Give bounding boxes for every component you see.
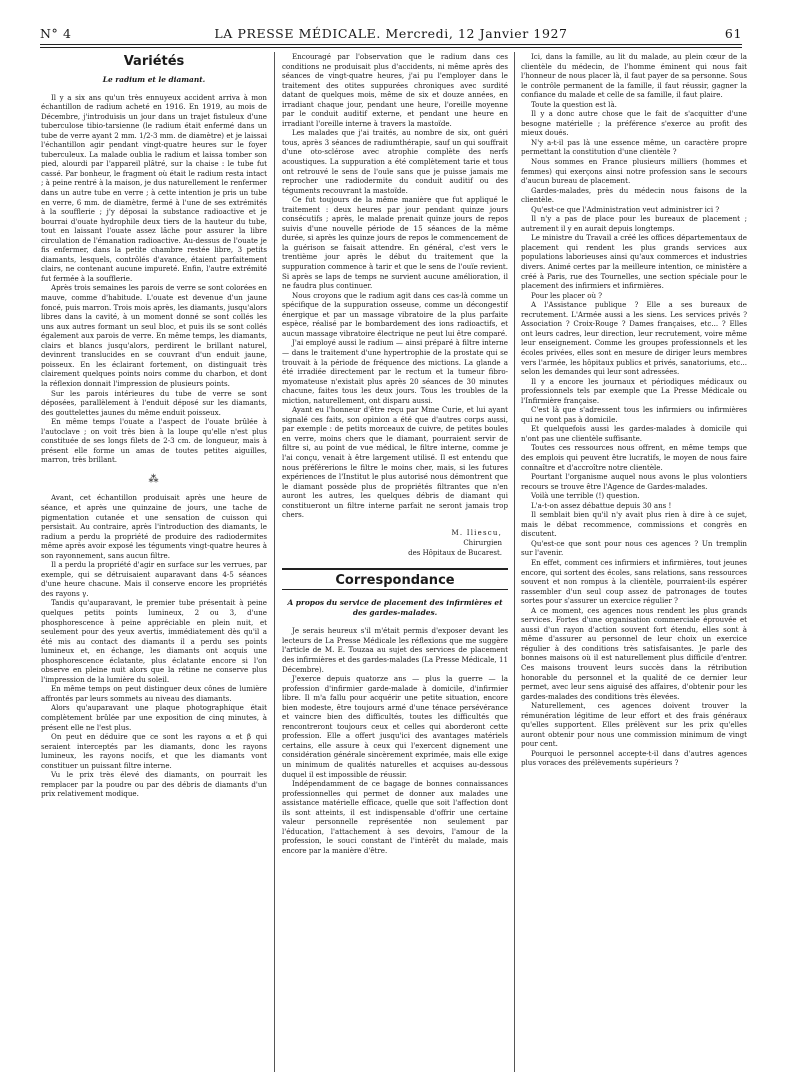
paragraph: N'y a-t-il pas là une essence même, un caractère propre permettant la constitution d'une clientèle ? — [521, 137, 747, 157]
section-title-varietes: Variétés — [123, 54, 185, 69]
section-break-stars: ⁂ — [148, 473, 160, 485]
column-divider — [274, 52, 275, 1072]
author-title: Chirurgien — [463, 538, 502, 547]
paragraph: Encouragé par l'observation que le radium dans ces conditions ne produisait plus d'accidents, ni même après des séances de vingt-quatre heures, j'ai pu l'employer dans le traitement des otites suppurées chroniques avec surdité datant de quelques mois, même de six et douze années, en irradiant chaque jour, pendant une heure, l'oreille moyenne par le conduit auditif externe, et pendant une heure en irradiant l'oreille interne à travers la mastoïde. — [282, 52, 508, 128]
issue-number: N° 4 — [40, 26, 72, 41]
paragraph: Ayant eu l'honneur d'être reçu par Mme Curie, et lui ayant signalé ces faits, son opinion a été que d'autres corps aussi, par exemple : de petits morceaux de cuivre, de petites boules en verre, moins chers que le diamant, pourraient servir de filtre si, au point de vue médical, le filtre interne, comme je l'ai conçu, venait à être largement utilisé. Il est entendu que nous préférerions le filtre le moins cher, mais, si les futures expériences de l'Institut le plus autorisé nous démontrent que le diamant possède plus de propriétés filtrantes que n'en auront les autres, les quelques débris de diamant qui constitueront un filtre interne parfait ne seront jamais trop chers. — [282, 405, 508, 520]
issue-date: Mercredi, 12 Janvier 1927 — [385, 26, 568, 41]
paragraph: Nous sommes en France plusieurs milliers (hommes et femmes) qui exerçons ainsi notre profession sans le secours d'aucun bureau de placement. — [521, 157, 747, 186]
author-name: M. Iliescu, — [451, 528, 502, 537]
correspondance-heading-box — [282, 568, 508, 591]
paragraph: Qu'est-ce que sont pour nous ces agences ? Un tremplin sur l'avenir. — [521, 538, 747, 558]
paragraph: Toute la question est là. — [531, 99, 617, 109]
paragraph: Il y a six ans qu'un très ennuyeux accident arriva à mon échantillon de radium acheté en 1916. En 1919, au mois de Décembre, j'introduisis un jour dans un trajet fistuleux d'une tuberculose tibio-tarsienne (le radium était enfermé dans un tube de verre ayant 2 mm. 1/2-3 mm. de diamètre) et je laissai l'échantillon agir pendant vingt-quatre heures sur le foyer tuberculeux. La malade oublia le radium et laissa tomber son pied, alourdi par l'appareil plâtré, sur la chaise : le tube fut cassé. Par bonheur, le fragment où était le radium resta intact ; à peine rentré à la maison, je dus naturellement le renfermer dans un autre tube en verre ; à cette intention je pris un tube en verre, 6 mm. de diamètre, fermé à l'une de ses extrémités à la soufflerie ; j'y déposai la substance radioactive et je bourrai d'ouate hydrophile deux tiers de la hauteur du tube, tout en laissant l'ouate assez lâche pour assurer la libre circulation de l'émanation radioactive. Au-dessus de l'ouate je fis enfermer, dans la petite chambre restée libre, 3 petits diamants, lesquels, contrôlés d'avance, étaient parfaitement clairs, ne contenant aucune impureté. Enfin, l'autre extrémité fut fermée à la soufflerie. — [41, 92, 267, 283]
paragraph: C'est là que s'adressent tous les infirmiers ou infirmières qui ne vont pas à domicile. — [521, 405, 747, 424]
paragraph: Ce fut toujours de la même manière que fut appliqué le traitement : deux heures par jour pendant quinze jours consécutifs ; après, le malade prenait quinze jours de repos suivis d'une nouvelle période de 15 séances de la même durée, si après les quinze jours de repos le commencement de la guérison se faisait attendre. En général, c'est vers le trentième jour après le début du traitement que la suppuration commence à tarir et que le sens de l'ouïe revient. Si après se laps de temps ne survient aucune amélioration, il ne faudra plus continuer. — [282, 195, 508, 291]
paragraph: En même temps on peut distinguer deux cônes de lumière affrontés par leurs sommets au niveau des diamants. — [41, 684, 267, 703]
article-subtitle: Le radium et le diamant. — [102, 74, 206, 84]
page-number: 61 — [724, 26, 742, 41]
paragraph: Et quelquefois aussi les gardes-malades à domicile qui n'ont pas une clientèle suffisante. — [521, 424, 747, 443]
paragraph: Vu le prix très élevé des diamants, on pourrait les remplacer par la poudre ou par des débris de diamants d'un prix relativement modique. — [41, 770, 267, 799]
paragraph: J'exerce depuis quatorze ans — plus la guerre — la profession d'infirmier garde-malade à domicile, d'infirmier libre. Il m'a fallu pour acquérir une petite situation, encore bien modeste, être toujours armé d'une ténace persévérance et vaincre bien des difficultés, toutes les difficultés que rencontreront toujours ceux et celles qui aborderont cette profession. Elle a offert jusqu'ici des avantages matériels certains, elle assure à ceux qui l'exercent dignement une considération générale sincèrement exprimée, mais elle exige un minimum de qualités naturelles et acquises au-dessous duquel il est impossible de réussir. — [282, 674, 508, 779]
column-3 — [521, 52, 747, 1072]
paragraph: Il n'y a pas de place pour les bureaux de placement ; autrement il y en aurait depuis longtemps. — [521, 214, 747, 233]
paragraph: Il a perdu la propriété d'agir en surface sur les verrues, par exemple, qui se détruisaient auparavant dans 4-5 séances d'une heure chacune. Mais il conserve encore les propriétés des rayons γ. — [41, 560, 267, 598]
column-2 — [282, 52, 508, 1072]
author-affiliation: des Hôpitaux de Bucarest. — [408, 548, 502, 557]
paragraph: Voilà une terrible (!) question. — [531, 491, 640, 501]
paragraph: Ici, dans la famille, au lit du malade, au plein cœur de la clientèle du médecin, de l'homme éminent qui nous fait l'honneur de nous placer là, il faut payer de sa personne. Sous le contrôle permanent de la famille, il faut réussir, gagner la confiance du malade et celle de sa famille, il faut plaire. — [521, 52, 747, 100]
paragraph: Pourquoi le personnel accepte-t-il dans d'autres agences plus voraces des prélèvements supérieurs ? — [521, 748, 747, 768]
running-title — [40, 26, 742, 41]
journal-name: LA PRESSE MÉDICALE. — [214, 26, 381, 41]
paragraph: A ce moment, ces agences nous rendent les plus grands services. Fortes d'une organisation commerciale éprouvée et aussi d'un rayon d'action souvent fort étendu, elles sont à même d'assurer au personnel de leur choix un exercice régulier à des conditions très satisfaisantes. Je parle des bonnes maisons où il est naturellement plus difficile d'entrer. Ces maisons trouvent leurs succès dans la rétribution honorable du personnel et la qualité de ce dernier leur permet, avec leur sens aiguisé des affaires, d'obtenir pour les gardes-malades des conditions très élevées. — [521, 605, 747, 701]
paragraph: L'a-t-on assez débattue depuis 30 ans ! — [531, 500, 672, 510]
column-divider — [514, 52, 515, 1072]
paragraph: On peut en déduire que ce sont les rayons α et β qui seraient interceptés par les diamants, donc les rayons lumineux, les rayons nocifs, et que les diamants vont constituer un puissant filtre interne. — [41, 732, 267, 770]
paragraph: A l'Assistance publique ? Elle a ses bureaux de recrutement. L'Armée aussi a les siens. Les services privés ? Association ? Croix-Rouge ? Dames françaises, etc... ? Elles ont leurs cadres, leur direction, leur recrutement, voire même leur enseignement. Comme les groupes professionnels et les écoles privées, elles sont en mesure de diriger leurs membres vers l'armée, les hôpitaux publics et privés, sanatoriums, etc... selon les demandes qui leur sont adressées. — [521, 300, 747, 377]
header-rule — [40, 44, 742, 45]
paragraph: Sur les parois intérieures du tube de verre se sont déposées, parallèlement à l'enduit déposé sur les diamants, des gouttelettes jaunes du même enduit poisseux. — [41, 388, 267, 417]
paragraph: Après trois semaines les parois de verre se sont colorées en mauve, comme d'habitude. L'ouate est devenue d'un jaune foncé, puis marron. Trois mois après, les diamants, jusqu'alors libres dans la cavité, à un moment donné se sont collés les uns aux autres formant un seul bloc, et puis ils se sont collés également aux parois de verre. En même temps, les diamants, clairs et blancs jusqu'alors, perdirent le brillant naturel, devinrent translucides en se couvrant d'un enduit jaune, poisseux. En les éclairant fortement, on distinguait très clairement quelques points noirs comme du charbon, et dont la réflexion donnait l'impression de plusieurs points. — [41, 283, 267, 388]
paragraph: Gardes-malades, près du médecin nous faisons de la clientèle. — [521, 185, 747, 205]
column-1 — [41, 52, 267, 1072]
paragraph: Indépendamment de ce bagage de bonnes connaissances professionnelles qui permet de donner aux malades une assistance matérielle efficace, quelle que soit l'affection dont ils sont atteints, il est indispensable d'offrir une certaine valeur personnelle représentée non seulement par l'éducation, l'attachement à ses devoirs, l'amour de la profession, le souci constant de l'intérêt du malade, mais encore par la manière d'être. — [282, 779, 508, 855]
paragraph: Le ministre du Travail a créé les offices départementaux de placement qui rendent les plus grands services aux populations laborieuses ainsi qu'aux commerces et industries divers. Animé certes par la meilleure intention, ce ministère a créé à Paris, rue des Tournelles, une section spéciale pour le placement des infirmiers et infirmières. — [521, 233, 747, 291]
paragraph: Naturellement, ces agences doivent trouver la rémunération légitime de leur effort et des frais généraux qu'elles supportent. Elles prélèvent sur les prix qu'elles auront obtenir pour nous une commission minimum de vingt pour cent. — [521, 701, 747, 749]
article-subtitle: A propos du service de placement des infirmières et des gardes-malades. — [287, 598, 503, 618]
paragraph: Qu'est-ce que l'Administration veut administrer ici ? — [531, 204, 720, 214]
paragraph: Toutes ces ressources nous offrent, en même temps que des emplois qui peuvent être lucratifs, le moyen de nous faire connaître et d'accroître notre clientèle. — [521, 443, 747, 472]
paragraph: J'ai employé aussi le radium — ainsi préparé à filtre interne — dans le traitement d'une hypertrophie de la prostate qui se trouvait à la période de fréquence des mictions. La glande a été irradiée directement par le rectum et la tumeur fibro-myomateuse n'existait plus après 20 séances de 30 minutes chacune, faites tous les deux jours. Tous les troubles de la miction, naturellement, ont disparu aussi. — [282, 338, 508, 405]
paragraph: Tandis qu'auparavant, le premier tube présentait à peine quelques petits points lumineux, 2 ou 3, d'une phosphorescence à peine appréciable en plein nuit, et seulement pour des yeux avertis, immédiatement dès qu'il a été mis au contact des diamants il a perdu ses points lumineux et, en échange, les diamants ont acquis une phosphorescence éclatante, plus éclatante encore si l'on observe en pleine nuit alors que la rétine ne conserve plus l'impression de la lumière du soleil. — [41, 598, 267, 684]
page-header — [40, 26, 742, 42]
author-signature — [282, 528, 502, 558]
paragraph: Il y a encore les journaux et périodiques médicaux ou professionnels tels par exemple que La Presse Médicale ou l'Infirmière française. — [521, 376, 747, 405]
paragraph: Nous croyons que le radium agit dans ces cas-là comme un spécifique de la suppuration osseuse, comme un décongestif énergique et par un massage vibratoire de la plus parfaite espèce, réalisé par le bombardement des ions radioactifs, et aucun massage vibratoire électrique ne peut lui être comparé. — [282, 290, 508, 338]
paragraph: Je serais heureux s'il m'était permis d'exposer devant les lecteurs de La Presse Médicale les réflexions que me suggère l'article de M. E. Touzaa au sujet des services de placement des infirmières et des gardes-malades (La Presse Médicale, 11 Décembre). — [282, 626, 508, 674]
paragraph: En même temps l'ouate a l'aspect de l'ouate brûlée à l'autoclave ; on voit très bien à la loupe qu'elle n'est plus constituée de ses longs filets de 2-3 cm. de longueur, mais à présent elle forme un amas de toutes petites aiguilles, marron, très brillant. — [41, 417, 267, 465]
section-title-correspondance: Correspondance — [335, 572, 455, 588]
paragraph: En effet, comment ces infirmiers et infirmières, tout jeunes encore, qui sortent des écoles, sans relations, sans ressources souvent et non rompus à la clientèle, pourraient-ils espérer rassembler d'un seul coup assez de patronages de toutes sortes pour s'assurer un exercice régulier ? — [521, 557, 747, 606]
paragraph: Pourtant l'organisme auquel nous avons le plus volontiers recours se trouve être l'Agence de Gardes-malades. — [521, 472, 747, 491]
paragraph: Il y a donc autre chose que le fait de s'acquitter d'une besogne matérielle ; la préférence s'exerce au profit des mieux doués. — [521, 109, 747, 138]
paragraph: Alors qu'auparavant une plaque photographique était complètement brûlée par une exposition de cinq minutes, à présent elle ne l'est plus. — [41, 703, 267, 732]
paragraph: Il semblait bien qu'il n'y avait plus rien à dire à ce sujet, mais le débat recommence, commissions et congrès en discutent. — [521, 510, 747, 539]
paragraph: Les malades que j'ai traités, au nombre de six, ont guéri tous, après 3 séances de radiumthérapie, sauf un qui souffrait d'une oto-sclérose avec atrophie complète des nerfs acoustiques. La suppuration a été complètement tarie et tous ont retrouvé le sens de l'ouïe sans que je puisse jamais me reprocher une radiodermite du conduit auditif ou des téguments recouvrant la mastoïde. — [282, 128, 508, 195]
paragraph: Avant, cet échantillon produisait après une heure de séance, et après une quinzaine de jours, une tache de pigmentation cutanée et une sensation de cuisson qui persistait. Au contraire, après l'introduction des diamants, le radium a perdu la propriété de produire des radiodermites même après avoir exposé les téguments vingt-quatre heures à son rayonnement, sans aucun filtre. — [41, 493, 267, 560]
header-rule-2 — [40, 47, 742, 48]
paragraph: Pour les placer où ? — [531, 290, 603, 300]
